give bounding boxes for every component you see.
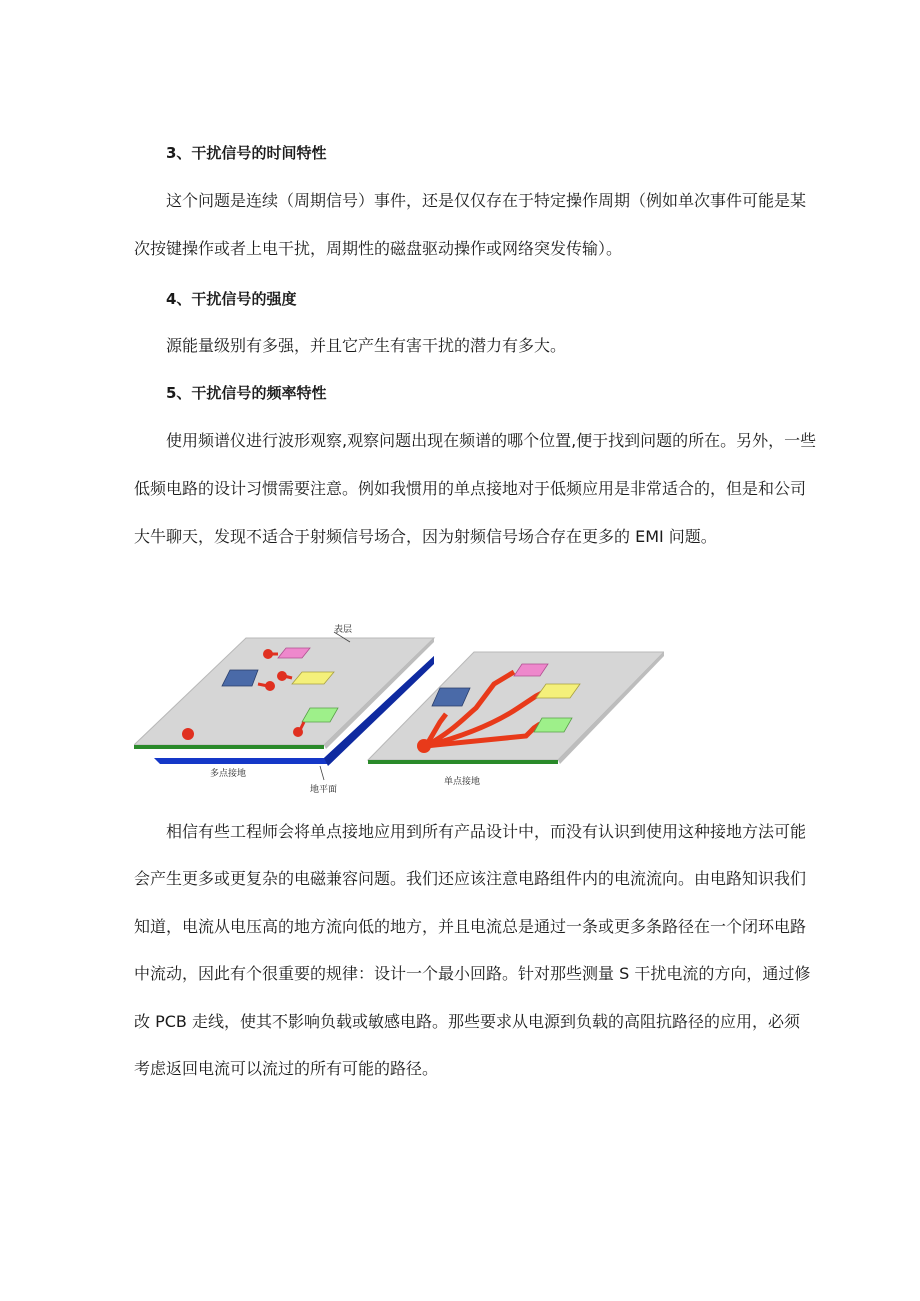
- single-ground-point: [417, 739, 431, 753]
- label-top-layer: 表层: [334, 625, 353, 635]
- grounding-diagram: [134, 618, 664, 798]
- section-6-line-5: 改 PCB 走线，使其不影响负载或敏感电路。那些要求从电源到负载的高阻抗路径的应用，必须: [134, 1012, 800, 1031]
- section-3-line-1: 这个问题是连续（周期信号）事件，还是仅仅存在于特定操作周期（例如单次事件可能是某: [166, 191, 807, 210]
- section-6-line-4: 中流动，因此有个很重要的规律：设计一个最小回路。针对那些测量 S 干扰电流的方向，通过修: [134, 964, 811, 983]
- section-4-line-1: 源能量级别有多强，并且它产生有害干扰的潜力有多大。: [166, 336, 567, 355]
- section-5-line-1: 使用频谱仪进行波形观察,观察问题出现在频谱的哪个位置,便于找到问题的所在。另外，一些: [166, 431, 817, 450]
- section-6-line-3: 知道，电流从电压高的地方流向低的地方，并且电流总是通过一条或更多条路径在一个闭环电路: [134, 917, 807, 936]
- section-5-heading: 5、干扰信号的频率特性: [166, 384, 327, 402]
- section-6-line-2: 会产生更多或更复杂的电磁兼容问题。我们还应该注意电路组件内的电流流向。由电路知识我们: [134, 869, 807, 888]
- ground-via: [263, 649, 273, 659]
- label-single-point: 单点接地: [444, 777, 481, 787]
- label-multi-point: 多点接地: [210, 769, 247, 779]
- ground-via: [293, 727, 303, 737]
- section-4-heading: 4、干扰信号的强度: [166, 290, 297, 308]
- section-6-line-6: 考虑返回电流可以流过的所有可能的路径。: [134, 1059, 439, 1078]
- ground-via: [277, 671, 287, 681]
- section-6-line-1: 相信有些工程师会将单点接地应用到所有产品设计中，而没有认识到使用这种接地方法可能: [166, 822, 807, 841]
- section-3-heading: 3、干扰信号的时间特性: [166, 144, 327, 162]
- section-5-line-2: 低频电路的设计习惯需要注意。例如我惯用的单点接地对于低频应用是非常适合的，但是和公司: [134, 479, 807, 498]
- section-5-line-3: 大牛聊天，发现不适合于射频信号场合，因为射频信号场合存在更多的 EMI 问题。: [134, 527, 717, 546]
- label-ground-plane: 地平面: [310, 785, 338, 795]
- section-3-line-2: 次按键操作或者上电干扰，周期性的磁盘驱动操作或网络突发传输）。: [134, 239, 623, 258]
- ground-via: [182, 728, 194, 740]
- single-point-board: [368, 652, 664, 760]
- ground-via: [265, 681, 275, 691]
